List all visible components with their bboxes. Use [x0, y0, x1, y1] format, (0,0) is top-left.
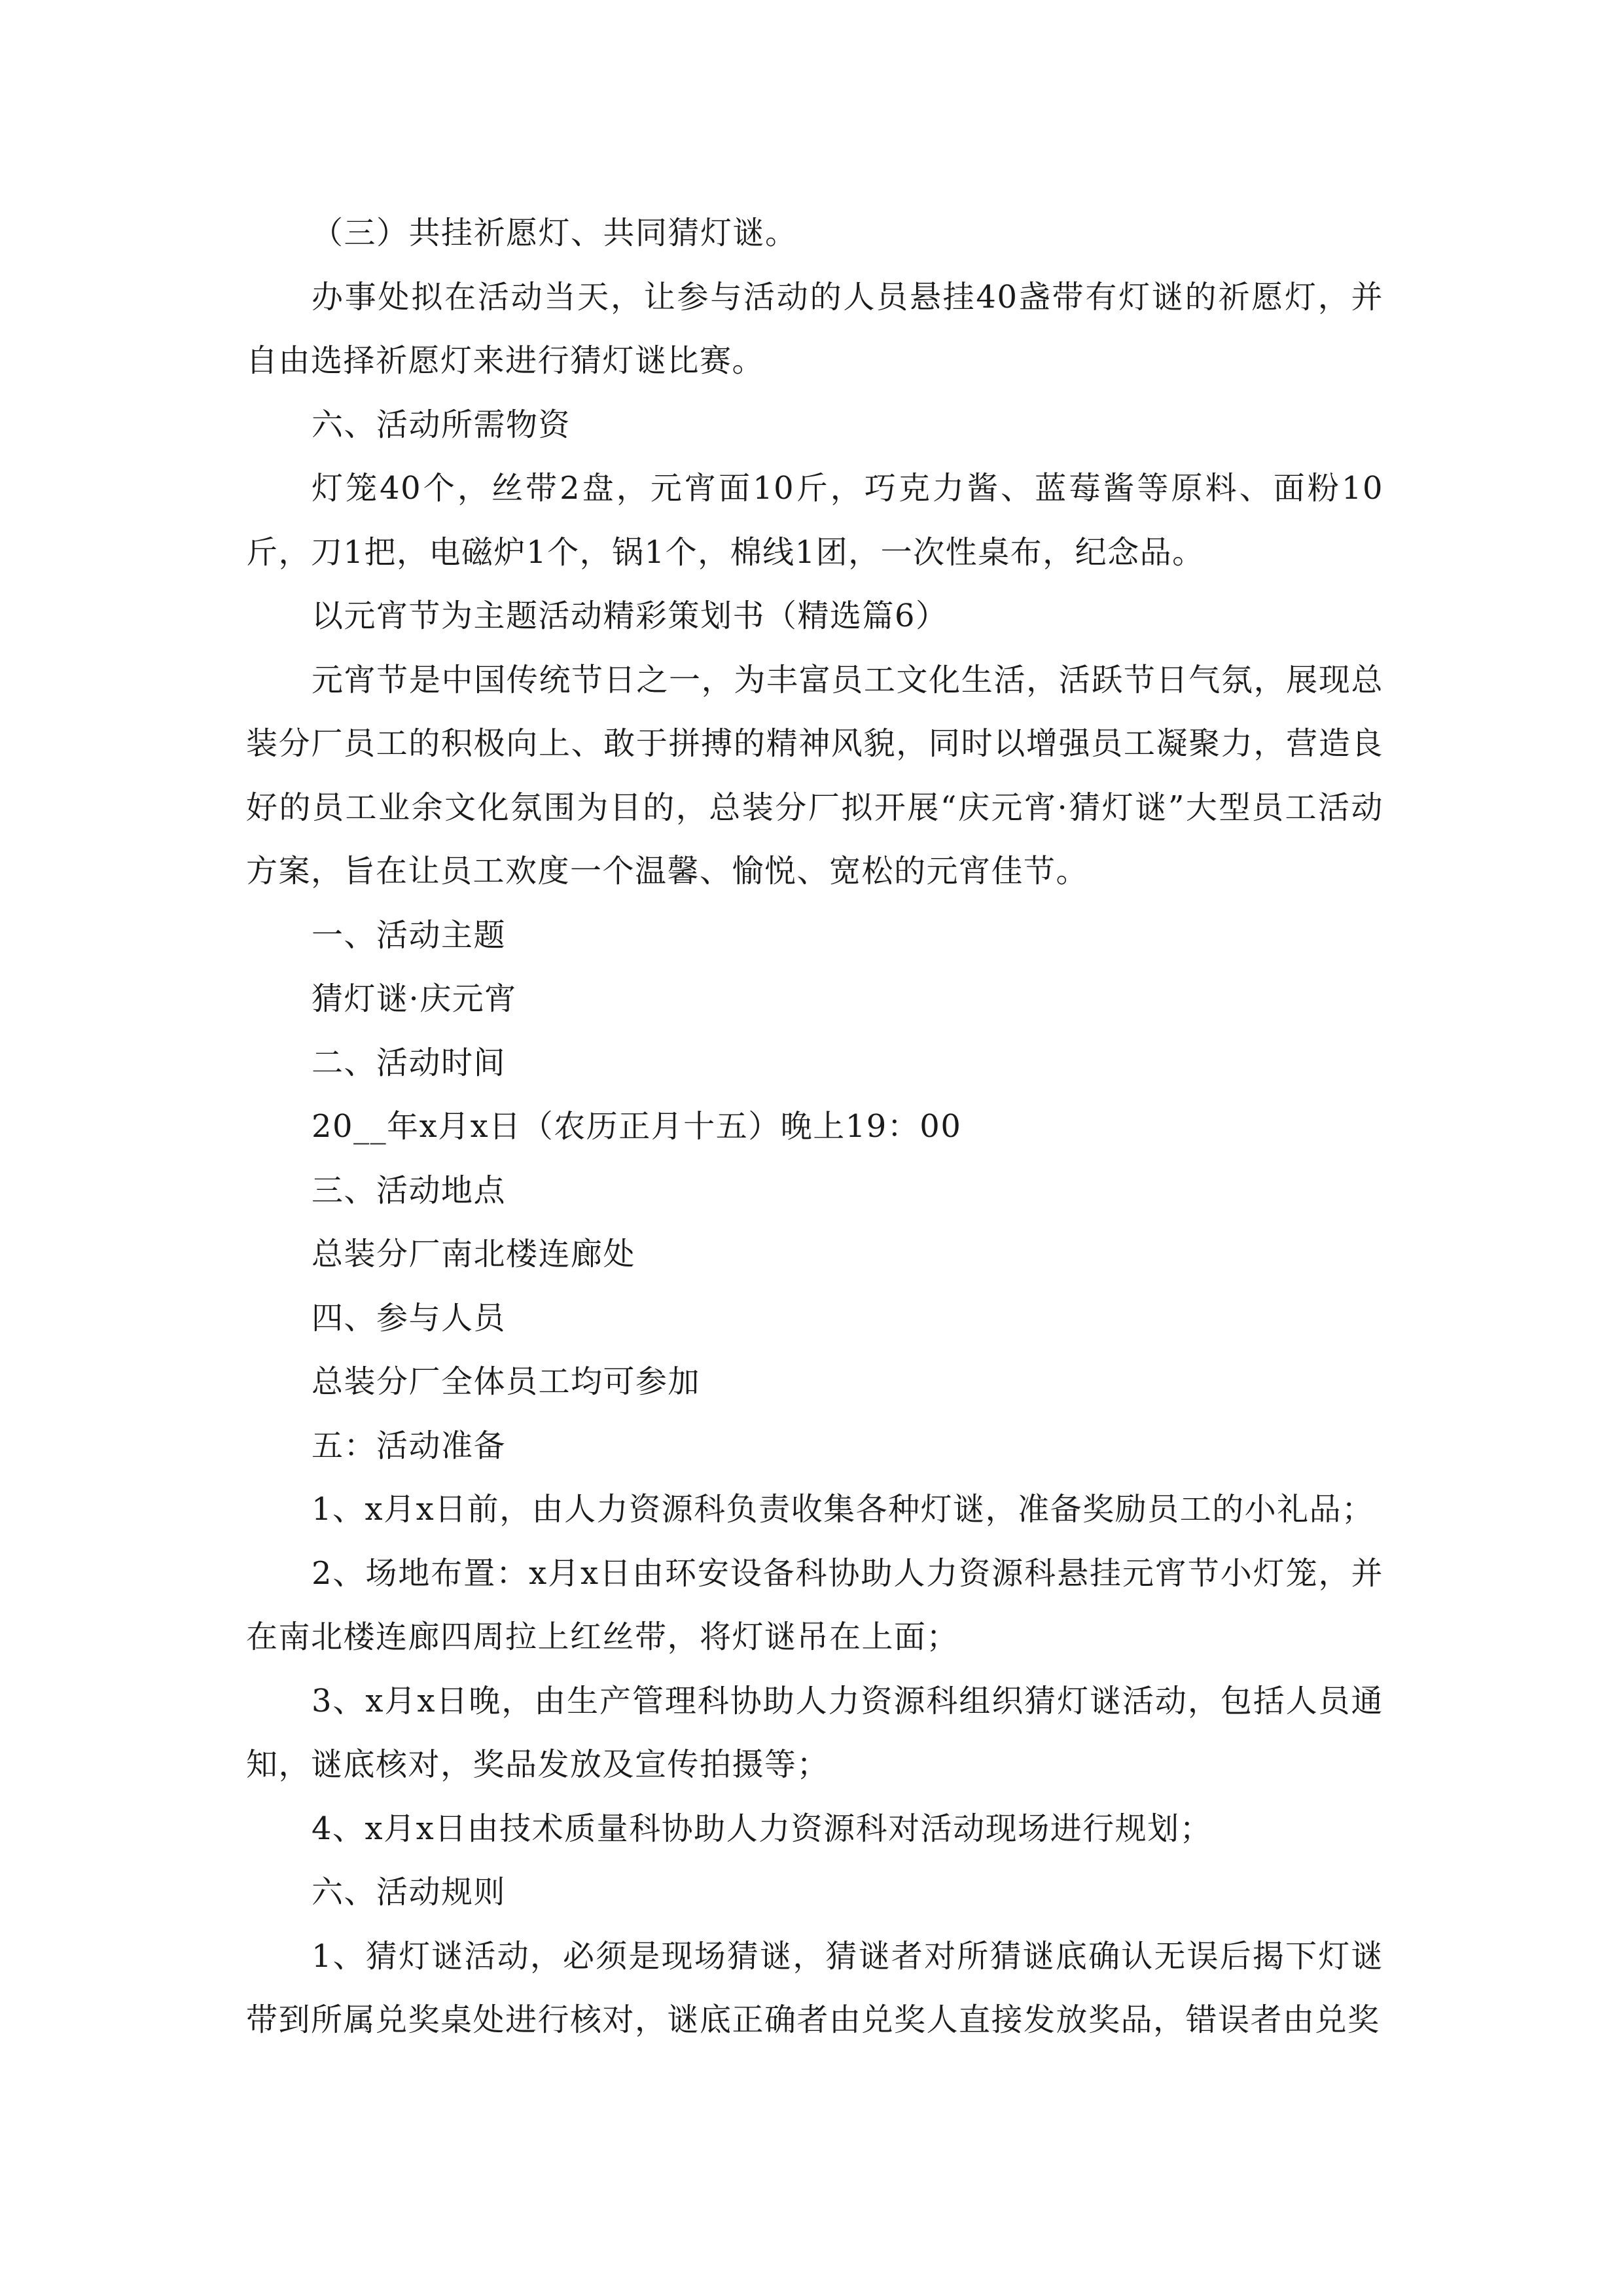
paragraph-theme: 猜灯谜·庆元宵	[312, 980, 517, 1017]
article-title: 以元宵节为主题活动精彩策划书（精选篇6）	[312, 598, 948, 634]
paragraph-time: 20__年x月x日（农历正月十五）晚上19：00	[312, 1108, 962, 1145]
list-item-rule-1: 1、猜灯谜活动，必须是现场猜谜，猜谜者对所猜谜底确认无误后揭下灯谜带到所属兑奖桌处进行核对，谜底正确者由兑奖人直接发放奖品，错误者由兑奖	[246, 1937, 1383, 2038]
list-item-prep-1: 1、x月x日前，由人力资源科负责收集各种灯谜，准备奖励员工的小礼品；	[312, 1491, 1374, 1528]
section-heading-rules: 六、活动规则	[312, 1874, 507, 1910]
list-item-prep-3: 3、x月x日晚，由生产管理科协助人力资源科组织猜灯谜活动，包括人员通知，谜底核对，奖品发放及宣传拍摄等；	[246, 1682, 1383, 1783]
section-heading-preparation: 五：活动准备	[312, 1427, 507, 1464]
section-heading-3: （三）共挂祈愿灯、共同猜灯谜。	[312, 215, 798, 251]
list-item-prep-2: 2、场地布置：x月x日由环安设备科协助人力资源科悬挂元宵节小灯笼，并在南北楼连廊四周拉上红丝带，将灯谜吊在上面；	[246, 1554, 1383, 1655]
paragraph-materials-list: 灯笼40个，丝带2盘，元宵面10斤，巧克力酱、蓝莓酱等原料、面粉10斤，刀1把，电磁炉1个，锅1个，棉线1团，一次性桌布，纪念品。	[246, 470, 1383, 571]
paragraph-intro: 元宵节是中国传统节日之一，为丰富员工文化生活，活跃节日气氛，展现总装分厂员工的积极向上、敢于拼搏的精神风貌，同时以增强员工凝聚力，营造良好的员工业余文化氛围为目的，总装分厂拟开展“庆元宵·猜灯谜”大型员工活动方案，旨在让员工欢度一个温馨、愉悦、宽松的元宵佳节。	[246, 661, 1383, 889]
section-heading-theme: 一、活动主题	[312, 916, 507, 954]
section-heading-materials: 六、活动所需物资	[312, 406, 571, 443]
section-heading-participants: 四、参与人员	[312, 1299, 507, 1336]
paragraph-location: 总装分厂南北楼连廊处	[312, 1236, 636, 1272]
paragraph-participants: 总装分厂全体员工均可参加	[312, 1363, 701, 1400]
paragraph-wish-lanterns: 办事处拟在活动当天，让参与活动的人员悬挂40盏带有灯谜的祈愿灯，并自由选择祈愿灯来进行猜灯谜比赛。	[246, 278, 1383, 379]
section-heading-location: 三、活动地点	[312, 1172, 507, 1209]
document-body	[246, 202, 1383, 2053]
section-heading-time: 二、活动时间	[312, 1044, 507, 1081]
list-item-prep-4: 4、x月x日由技术质量科协助人力资源科对活动现场进行规划；	[312, 1810, 1213, 1847]
